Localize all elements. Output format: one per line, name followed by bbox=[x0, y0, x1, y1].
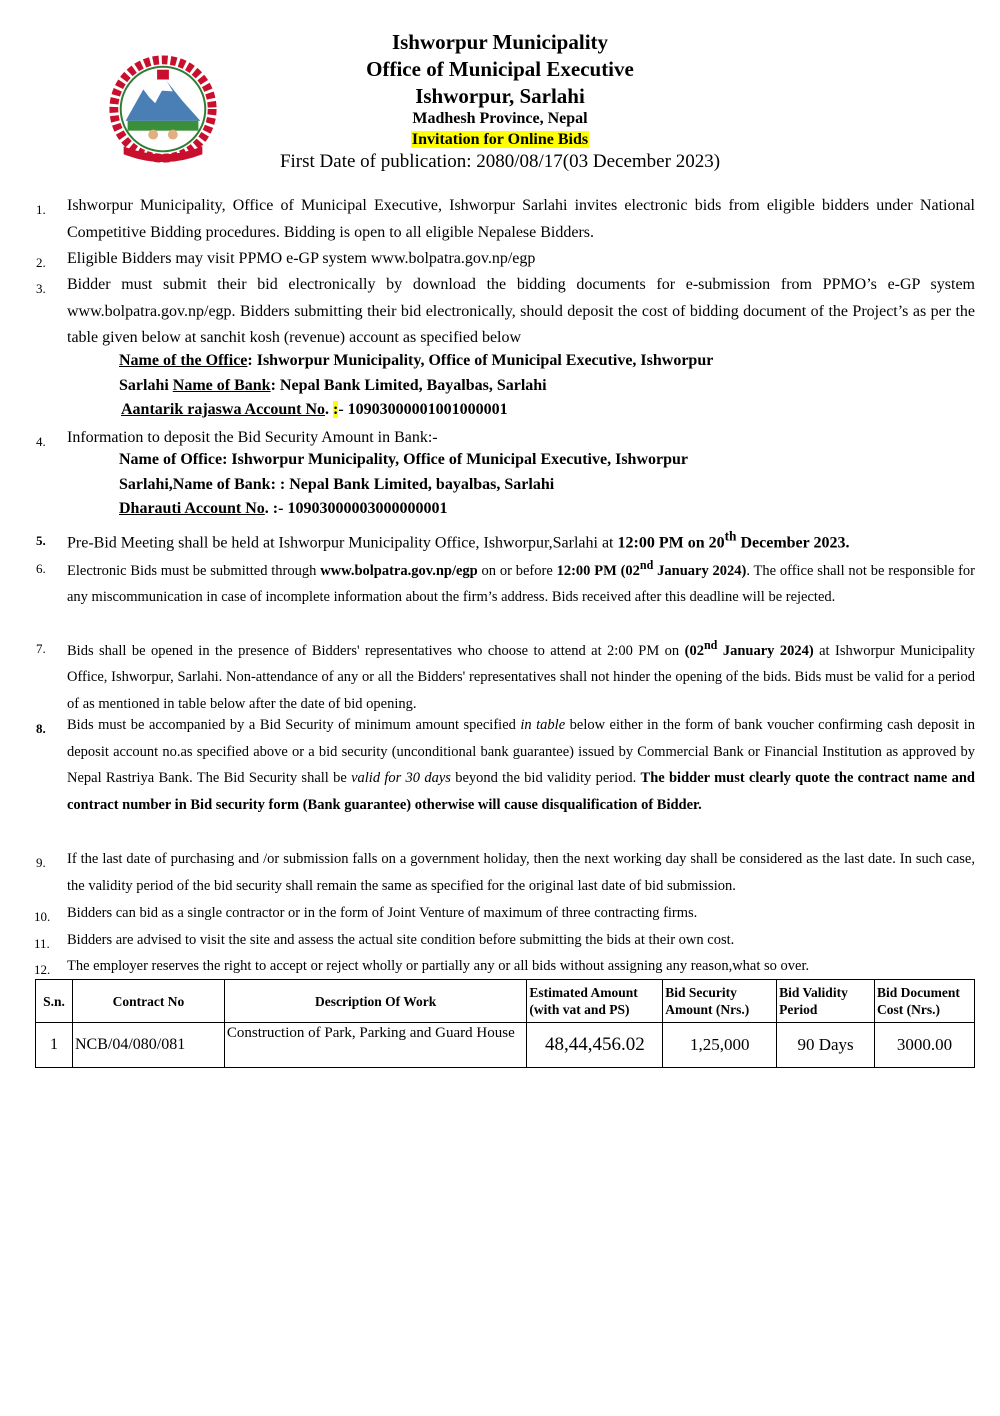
item-6-text-2: on or before bbox=[477, 562, 557, 579]
item-7-date-end: January 2024) bbox=[717, 642, 814, 659]
column-header: Bid Document Cost (Nrs.) bbox=[875, 980, 975, 1023]
item-number: 11. bbox=[34, 936, 50, 951]
item-number: 9. bbox=[36, 855, 46, 870]
municipality-title: Ishworpur Municipality bbox=[391, 30, 609, 54]
item-7-text-2: at Ishworpur Municipality Office, Ishworpur, Sarlahi. Non-attendance of any or all the Bidders' representatives shall not hinder the opening of the bids. Bids must be valid for a period of as mentioned in table below after the date of bid opening. bbox=[67, 642, 975, 712]
bank-name-prefix: Sarlahi bbox=[119, 377, 173, 394]
item-8-text-2: below either in the form of bank voucher confirming cash deposit in deposit account no.as specified above or a bid security (unconditional bank guarantee) issued by Commercial Bank or Financial Institution as approved by Nepal Rastriya Bank. The Bid Security shall be bbox=[67, 717, 975, 786]
location-title: Ishworpur, Sarlahi bbox=[415, 84, 585, 108]
deposit-office-line: Name of Office: Ishworpur Municipality, Office of Municipal Executive, Ishworpur bbox=[119, 451, 688, 468]
table-row bbox=[36, 1023, 975, 1068]
item-5-sup: th bbox=[724, 529, 737, 544]
column-header: Description Of Work bbox=[224, 980, 526, 1023]
deposit-bank-line: Sarlahi,Name of Bank: : Nepal Bank Limited, bayalbas, Sarlahi bbox=[119, 476, 555, 493]
item-number: 7. bbox=[36, 641, 46, 656]
invitation-title bbox=[0, 131, 1000, 149]
item-5-date: December 2023. bbox=[736, 534, 850, 552]
contract-table bbox=[35, 979, 975, 1068]
item-6-website: www.bolpatra.gov.np/egp bbox=[320, 562, 478, 579]
item-11: Bidders are advised to visit the site and assess the actual site condition before submitting the bids at their own cost. bbox=[67, 932, 735, 948]
item-number: 8. bbox=[36, 721, 46, 736]
bank-name-label: Name of Bank bbox=[172, 377, 271, 394]
item-6-sup: nd bbox=[639, 558, 654, 572]
item-5-time: 12:00 PM on 20 bbox=[617, 534, 725, 552]
bank-name-line bbox=[119, 377, 547, 395]
item-10: Bidders can bid as a single contractor or in the form of Joint Venture of maximum of three contracting firms. bbox=[67, 905, 698, 921]
item-7-sup: nd bbox=[703, 638, 718, 652]
item-8-text: Bids must be accompanied by a Bid Security of minimum amount specified bbox=[67, 717, 521, 733]
office-name-line bbox=[119, 352, 713, 370]
table-cell: Construction of Park, Parking and Guard House bbox=[224, 1023, 526, 1068]
item-number: 1. bbox=[36, 202, 46, 217]
item-8-warning: The bidder must clearly quote the contract name and contract number in Bid security form (Bank guarantee) otherwise will cause disqualification of Bidder. bbox=[67, 770, 975, 813]
column-header: Bid Validity Period bbox=[777, 980, 875, 1023]
revenue-account-label: Aantarik rajaswa Account No bbox=[121, 401, 325, 418]
column-header: Contract No bbox=[72, 980, 224, 1023]
item-8-italic: in table bbox=[520, 717, 566, 733]
item-number: 3. bbox=[36, 281, 46, 296]
item-number: 5. bbox=[36, 533, 46, 548]
item-8-validity: valid for 30 days bbox=[351, 770, 451, 786]
table-cell: 1,25,000 bbox=[663, 1023, 777, 1068]
item-3: Bidder must submit their bid electronically by download the bidding documents for e-submission from PPMO’s e-GP system www.bolpatra.gov.np/egp. Bidders submitting their bid electronically, should deposit the cost of bidding document of the Project’s as per the table given below at sanchit kosh (revenue) account as specified below bbox=[67, 276, 975, 346]
item-6 bbox=[67, 552, 975, 611]
province-title: Madhesh Province, Nepal bbox=[412, 110, 588, 127]
table-cell: 48,44,456.02 bbox=[527, 1023, 663, 1068]
revenue-account-number: - 10903000001001000001 bbox=[338, 401, 508, 418]
item-4: Information to deposit the Bid Security Amount in Bank:- bbox=[67, 429, 438, 446]
bank-name-value: : Nepal Bank Limited, Bayalbas, Sarlahi bbox=[270, 377, 547, 394]
item-6-text: Electronic Bids must be submitted through bbox=[67, 562, 321, 579]
publication-date: First Date of publication: 2080/08/17(03 December 2023) bbox=[279, 151, 721, 172]
office-name-label: Name of the Office bbox=[119, 352, 248, 369]
table-header-row bbox=[36, 980, 975, 1023]
item-7 bbox=[67, 632, 975, 717]
item-1: Ishworpur Municipality, Office of Municipal Executive, Ishworpur Sarlahi invites electronic bids from eligible bidders under National Competitive Bidding procedures. Bidding is open to all eligible Nepalese Bidders. bbox=[67, 197, 975, 241]
item-number: 10. bbox=[34, 909, 51, 924]
item-7-text: Bids shall be opened in the presence of Bidders' representatives who choose to attend at 2:00 PM on bbox=[67, 642, 685, 659]
office-title: Office of Municipal Executive bbox=[366, 57, 634, 81]
item-6-date: January 2024) bbox=[653, 562, 747, 579]
deposit-account-number: . :- 10903000003000000001 bbox=[264, 500, 448, 517]
item-12: The employer reserves the right to accept or reject wholly or partially any or all bids without assigning any reason,what so over. bbox=[67, 958, 810, 974]
item-2: Eligible Bidders may visit PPMO e-GP system www.bolpatra.gov.np/egp bbox=[67, 250, 536, 267]
item-number: 12. bbox=[34, 962, 51, 977]
invitation-highlight: Invitation for Online Bids bbox=[411, 131, 589, 148]
item-5-text: Pre-Bid Meeting shall be held at Ishworpur Municipality Office, Ishworpur,Sarlahi at bbox=[67, 534, 618, 552]
item-number: 4. bbox=[36, 434, 46, 449]
revenue-account-line bbox=[121, 401, 508, 419]
office-name-value: : Ishworpur Municipality, Office of Municipal Executive, Ishworpur bbox=[247, 352, 714, 369]
item-9: If the last date of purchasing and /or submission falls on a government holiday, then the next working day shall be considered as the last date. In such case, the validity period of the bid security shall remain the same as specified for the original last date of bid submission. bbox=[67, 851, 975, 894]
table-cell: 90 Days bbox=[777, 1023, 875, 1068]
table-cell: NCB/04/080/081 bbox=[72, 1023, 224, 1068]
item-6-text-3: . The office shall not be responsible for any miscommunication in case of incomplete information about the firm’s address. Bids received after this deadline will be rejected. bbox=[67, 562, 976, 606]
item-7-date-start: (02 bbox=[684, 642, 704, 659]
item-6-time: 12:00 PM (02 bbox=[556, 562, 640, 579]
column-header: Bid Security Amount (Nrs.) bbox=[663, 980, 777, 1023]
item-number: 6. bbox=[36, 561, 46, 576]
item-number: 2. bbox=[36, 255, 46, 270]
column-header: Estimated Amount (with vat and PS) bbox=[527, 980, 663, 1023]
revenue-account-colon: : bbox=[333, 401, 339, 418]
item-8-text-3: beyond the bid validity period. bbox=[450, 770, 641, 786]
item-8 bbox=[67, 712, 975, 818]
deposit-account-label: Dharauti Account No bbox=[119, 500, 265, 517]
revenue-account-dot: . bbox=[325, 401, 333, 418]
table-cell: 3000.00 bbox=[875, 1023, 975, 1068]
deposit-account-line bbox=[119, 500, 447, 518]
column-header: S.n. bbox=[36, 980, 73, 1023]
table-cell: 1 bbox=[36, 1023, 73, 1068]
